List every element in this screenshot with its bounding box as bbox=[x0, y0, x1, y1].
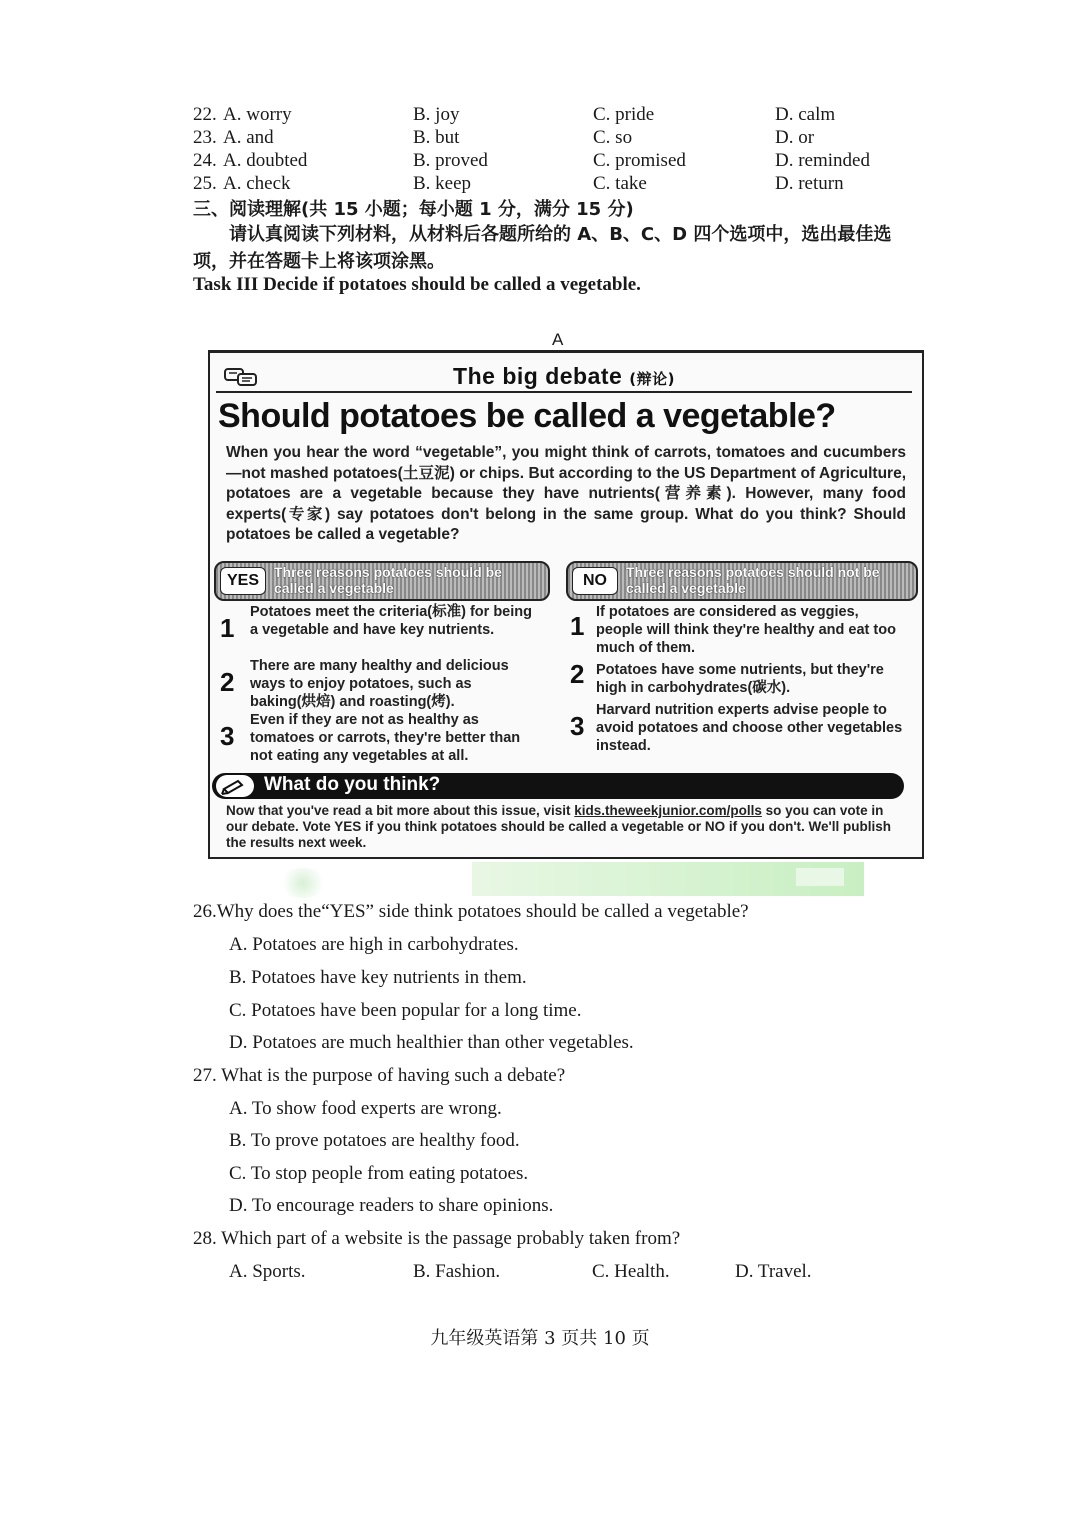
yes-reason-number: 1 bbox=[220, 613, 235, 643]
question-27-option: C. To stop people from eating potatoes. bbox=[229, 1163, 529, 1184]
article-intro: When you hear the word “vegetable”, you might think of carrots, tomatoes and cucumbers—not mashed potatoes(土豆泥) or chips. But according to the US Department of Agriculture, potatoes are a vegetable because they have nutrients(营养素). However, many food experts(专家) say potatoes don't belong in the same group. What do you think? Should potatoes be called a vegetable? bbox=[226, 444, 906, 543]
cloze-option-d: D. reminded bbox=[775, 150, 870, 171]
kicker-title bbox=[216, 363, 912, 390]
poll-text-pre: Now that you've read a bit more about this issue, visit bbox=[226, 803, 575, 818]
no-reason-text: Potatoes have some nutrients, but they're high in carbohydrates(碳水). bbox=[596, 662, 884, 696]
scan-artifact bbox=[278, 868, 328, 898]
yes-reason-number: 3 bbox=[220, 721, 235, 751]
article-headline: Should potatoes be called a vegetable? bbox=[218, 397, 836, 435]
question-27-option: A. To show food experts are wrong. bbox=[229, 1098, 502, 1119]
no-reason-number: 1 bbox=[570, 611, 585, 641]
question-28-option: B. Fashion. bbox=[413, 1261, 501, 1282]
kicker-bar bbox=[216, 363, 912, 393]
cloze-option-c: C. pride bbox=[593, 104, 655, 125]
cloze-option-b: B. joy bbox=[413, 104, 460, 125]
cloze-option-c: C. promised bbox=[593, 150, 686, 171]
poll-text-post: so you can vote in our debate. Vote YES if you think potatoes should be called a vegetable or NO if you don't. We'll publish the results next week. bbox=[226, 803, 892, 850]
question-26-option: C. Potatoes have been popular for a long time. bbox=[229, 1000, 582, 1021]
question-27-option: B. To prove potatoes are healthy food. bbox=[229, 1130, 520, 1151]
cloze-option-a: A. and bbox=[223, 127, 274, 148]
section-heading: 三、阅读理解(共 15 小题；每小题 1 分，满分 15 分) bbox=[193, 199, 634, 220]
cloze-option-b: B. keep bbox=[413, 173, 472, 194]
question-26-stem: 26.Why does the“YES” side think potatoes should be called a vegetable? bbox=[193, 901, 749, 922]
question-26-option: B. Potatoes have key nutrients in them. bbox=[229, 967, 527, 988]
task-title: Task III Decide if potatoes should be called a vegetable. bbox=[193, 274, 641, 295]
poll-link[interactable]: kids.theweekjunior.com/polls bbox=[574, 803, 762, 818]
think-title: What do you think? bbox=[264, 774, 441, 795]
kicker-cn-note: (辩论) bbox=[629, 370, 675, 388]
cloze-row-24 bbox=[0, 149, 1080, 172]
no-reason-number: 2 bbox=[570, 659, 585, 689]
think-banner bbox=[212, 773, 904, 799]
cloze-row-25 bbox=[0, 172, 1080, 195]
cloze-row-22 bbox=[0, 103, 1080, 126]
yes-reason-text: Potatoes meet the criteria(标准) for being a vegetable and have key nutrients. bbox=[250, 604, 532, 638]
no-tag: NO bbox=[572, 567, 618, 595]
passage-marker: A bbox=[552, 330, 564, 349]
cloze-option-d: D. calm bbox=[775, 104, 836, 125]
pencil-icon bbox=[216, 775, 254, 797]
question-26-option: D. Potatoes are much healthier than other vegetables. bbox=[229, 1032, 634, 1053]
yes-reason-text: There are many healthy and delicious ways to enjoy potatoes, such as baking(烘焙) and roasting(烤). bbox=[250, 658, 509, 710]
poll-instructions bbox=[226, 803, 906, 851]
question-28-stem: 28. Which part of a website is the passage probably taken from? bbox=[193, 1228, 681, 1249]
kicker-text: The big debate bbox=[453, 363, 623, 389]
cloze-option-a: A. doubted bbox=[223, 150, 308, 171]
yes-reason-number: 2 bbox=[220, 667, 235, 697]
question-28-option: C. Health. bbox=[592, 1261, 670, 1282]
cloze-option-d: D. return bbox=[775, 173, 844, 194]
yes-reason-text: Even if they are not as healthy as tomatoes or carrots, they're better than not eating any vegetables at all. bbox=[250, 712, 521, 764]
cloze-option-c: C. take bbox=[593, 173, 647, 194]
no-reason-text: If potatoes are considered as veggies, people will think they're healthy and eat too much of them. bbox=[596, 604, 896, 656]
cloze-option-a: A. worry bbox=[223, 104, 292, 125]
page-footer: 九年级英语第 3 页共 10 页 bbox=[430, 1328, 650, 1349]
no-banner bbox=[566, 561, 918, 601]
no-reason-text: Harvard nutrition experts advise people to avoid potatoes and choose other vegetables instead. bbox=[596, 702, 903, 754]
cloze-number: 24. bbox=[193, 150, 217, 171]
no-banner-title: Three reasons potatoes should not be called a vegetable bbox=[626, 564, 880, 596]
question-28-option: A. Sports. bbox=[229, 1261, 306, 1282]
question-26-option: A. Potatoes are high in carbohydrates. bbox=[229, 934, 519, 955]
question-27-option: D. To encourage readers to share opinions. bbox=[229, 1195, 554, 1216]
cloze-number: 23. bbox=[193, 127, 217, 148]
article-clipping bbox=[208, 350, 924, 859]
cloze-option-b: B. proved bbox=[413, 150, 488, 171]
yes-banner-title: Three reasons potatoes should be called a vegetable bbox=[274, 564, 502, 596]
section-instruction: 请认真阅读下列材料，从材料后各题所给的 A、B、C、D 四个选项中，选出最佳选项，并在答题卡上将该项涂黑。 bbox=[193, 224, 892, 272]
cloze-option-d: D. or bbox=[775, 127, 815, 148]
cloze-option-a: A. check bbox=[223, 173, 291, 194]
no-reason-number: 3 bbox=[570, 711, 585, 741]
cloze-row-23 bbox=[0, 126, 1080, 149]
scan-artifact-inner bbox=[796, 868, 844, 886]
cloze-number: 25. bbox=[193, 173, 217, 194]
question-27-stem: 27. What is the purpose of having such a debate? bbox=[193, 1065, 566, 1086]
cloze-option-b: B. but bbox=[413, 127, 460, 148]
cloze-option-c: C. so bbox=[593, 127, 633, 148]
scan-artifact-bar bbox=[472, 862, 864, 896]
yes-tag: YES bbox=[220, 567, 266, 595]
yes-banner bbox=[214, 561, 550, 601]
question-28-option: D. Travel. bbox=[735, 1261, 812, 1282]
cloze-number: 22. bbox=[193, 104, 217, 125]
